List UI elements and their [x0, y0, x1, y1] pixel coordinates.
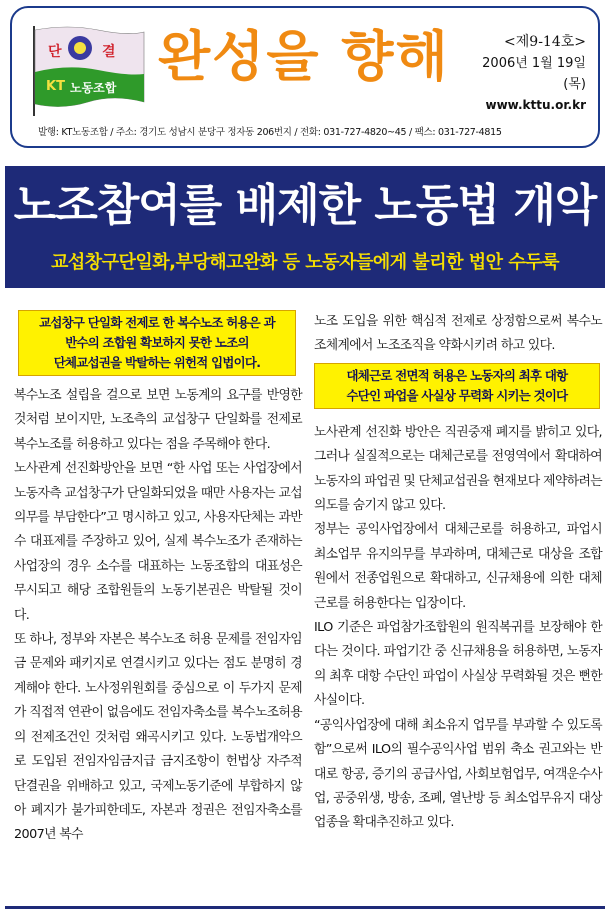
bottom-divider: [5, 906, 605, 909]
issue-date: 2006년 1월 19일(목): [482, 56, 586, 92]
article-left-column: [14, 310, 302, 848]
issue-number: <제9-14호>: [504, 34, 586, 50]
main-headline: 노조참여를 배제한 노동법 개악: [13, 180, 597, 231]
highlight-line: 대체근로 전면적 허용은 노동자의 최후 대항: [346, 367, 568, 383]
left-highlight-box: [18, 310, 296, 376]
paragraph: 또 하나, 정부와 자본은 복수노조 허용 문제를 전임자임금 문제와 패키지로 연결시키고 있다는 점도 분명히 경계해야 한다. 노사정위원회를 중심으로 이 두가지 문제가 직접적 연관이 없음에도 전임자축소를 복수노조허용의 전제조건인 것처럼 왜곡시키고 있다. 노동법개악으로 도입된 전임자임금지급 금지조항이 헌법상 자주적 단결권을 위배하고 있고, 국제노동기준에 부합하지 않아 폐지가 불가피한데도, 자본과 정권은 전임자축소를 2007년 복수: [14, 632, 302, 843]
kt-union-flag-icon: [28, 24, 146, 116]
paragraph: ILO 기준은 파업참가조합원의 원직복귀를 보장해야 한다는 것이다. 파업기간 중 신규채용을 허용하면, 노동자의 최후 대항 수단인 파업이 사실상 무력화될 것은 뻔한 사실이다.: [314, 620, 602, 709]
article-right-column: [314, 310, 602, 836]
headline-banner: [5, 166, 605, 288]
flag-text-bottom: 노동조합: [70, 81, 117, 95]
sub-headline: 교섭창구단일화,부당해고완화 등 노동자들에게 불리한 법안 수두룩: [50, 252, 560, 273]
right-highlight-box: [314, 363, 600, 409]
highlight-line: 수단인 파업을 사실상 무력화 시키는 것이다: [346, 387, 568, 403]
website-url: www.kttu.or.kr: [485, 98, 586, 112]
masthead: [10, 6, 600, 148]
paragraph: 노사관계 선진화방안을 보면 “한 사업 또는 사업장에서 노동자측 교섭창구가 단일화되었을 때만 사용자는 교섭의무를 부담한다”고 명시하고 있고, 사용자단체는 과반수 대표제를 주장하고 있어, 실제 복수노조가 존재하는 사업장의 경우 소수를 대표하는 노동조합의 대표성은 무시되고 해당 조합원들의 노동기본권은 박탈될 것이다.: [14, 461, 302, 623]
flag-text-top: 단: [48, 44, 62, 60]
paragraph: 노조 도입을 위한 핵심적 전제로 상정함으로써 복수노조체계에서 노조조직을 약화시키려 하고 있다.: [314, 314, 602, 354]
paragraph: 정부는 공익사업장에서 대체근로를 허용하고, 파업시 최소업무 유지의무를 부과하며, 대체근로 대상을 조합원에서 전종업원으로 확대하고, 신규채용에 의한 대체근로를 허용한다는 입장이다.: [314, 522, 602, 611]
flag-logo: KT: [46, 79, 65, 94]
svg-text:결: 결: [102, 44, 116, 60]
highlight-line: 반수의 조합원 확보하지 못한 노조의: [65, 335, 249, 350]
highlight-line: 단체교섭권을 박탈하는 위헌적 입법이다.: [53, 355, 261, 370]
paragraph: 노사관계 선진화 방안은 직권중재 폐지를 밝히고 있다, 그러나 실질적으로는 대체근로를 전영역에서 확대하여 노동자의 파업권 및 단체교섭권을 현재보다 제약하려는 의도를 숨기지 않고 있다.: [314, 424, 602, 514]
paragraph: 복수노조 설립을 걸으로 보면 노동계의 요구를 반영한 것처럼 보이지만, 노조측의 교섭창구 단일화를 전제로 복수노조를 허용하고 있다는 점을 주목해야 한다.: [14, 388, 302, 452]
issue-info: [476, 32, 586, 116]
paragraph: “공익사업장에 대해 최소유지 업무를 부과할 수 있도록 함”으로써 ILO의 필수공익사업 범위 축소 권고와는 반대로 항공, 증기의 공급사업, 사회보험업무, 여객운수사업, 공중위생, 방송, 조폐, 열난방 등 최소업무유지 대상 업종을 확대추진하고 있다.: [314, 717, 602, 831]
highlight-line: 교섭창구 단일화 전제로 한 복수노조 허용은 과: [39, 315, 275, 330]
newsletter-title: 완성을 향해: [158, 25, 450, 88]
publisher-info: 발행: KT노동조합 / 주소: 경기도 성남시 분당구 정자동 206번지 / 전화: 031-727-4820~45 / 팩스: 031-727-4815: [38, 127, 502, 138]
